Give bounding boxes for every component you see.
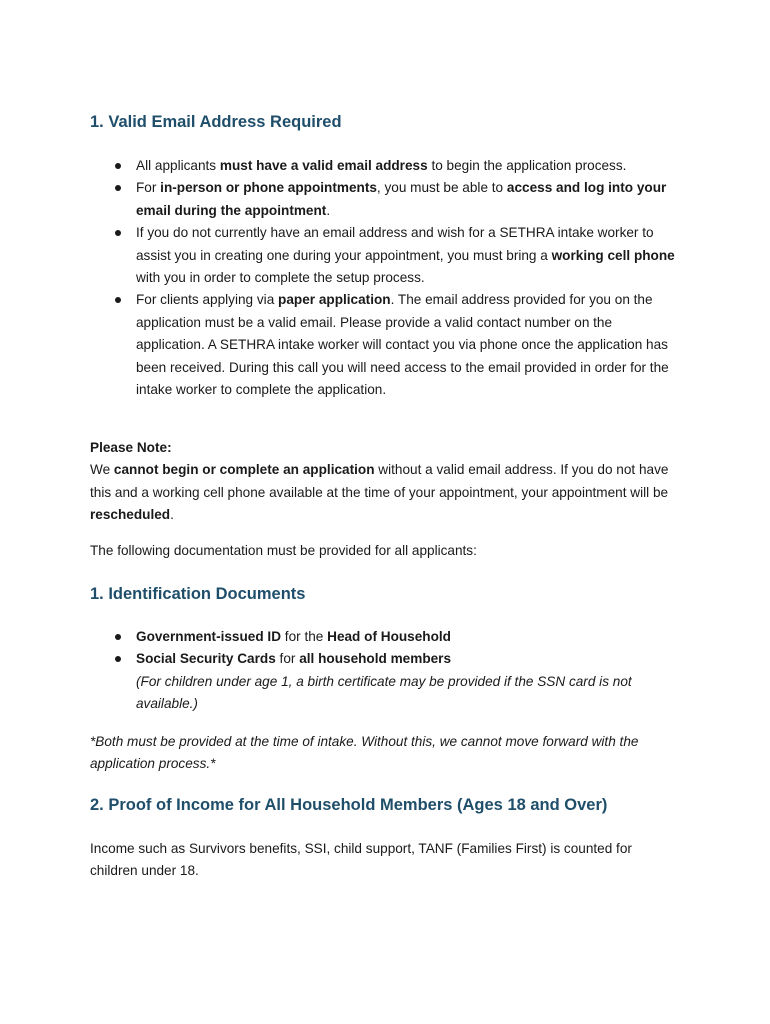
list-item: For clients applying via paper application. The email address provided for you on the application must be a valid email. Please provide a valid contact number on the application. A SETHRA intake worker will contact you via phone once the application has been received. During this call you will need access to the email provided in order for the intake worker to complete the application. [112, 289, 682, 401]
identification-section-heading: 1. Identification Documents [90, 585, 306, 603]
income-section-heading: 2. Proof of Income for All Household Members (Ages 18 and Over) [90, 796, 608, 814]
list-item: For in-person or phone appointments, you must be able to access and log into your email during the appointment. [112, 177, 682, 222]
documentation-intro: The following documentation must be provided for all applicants: [90, 543, 477, 558]
list-item: Government-issued ID for the Head of Household [112, 626, 682, 648]
email-section-heading: 1. Valid Email Address Required [90, 113, 342, 131]
please-note-title: Please Note: [90, 440, 172, 455]
email-requirements-list [112, 155, 682, 401]
list-item: All applicants must have a valid email address to begin the application process. [112, 155, 682, 177]
list-item: Social Security Cards for all household members (For children under age 1, a birth certificate may be provided if the SSN card is not available.) [112, 648, 682, 715]
identification-list [112, 626, 682, 716]
list-item: If you do not currently have an email address and wish for a SETHRA intake worker to assist you in creating one during your appointment, you must bring a working cell phone with you in order to complete the setup process. [112, 222, 682, 289]
please-note-paragraph: Please Note: We cannot begin or complete an application without a valid email address. If you do not have this and a working cell phone available at the time of your appointment, your appointment will be rescheduled. [90, 440, 669, 523]
identification-footnote: *Both must be provided at the time of intake. Without this, we cannot move forward with the application process.* [90, 734, 639, 772]
income-paragraph: Income such as Survivors benefits, SSI, child support, TANF (Families First) is counted for children under 18. [90, 841, 632, 879]
